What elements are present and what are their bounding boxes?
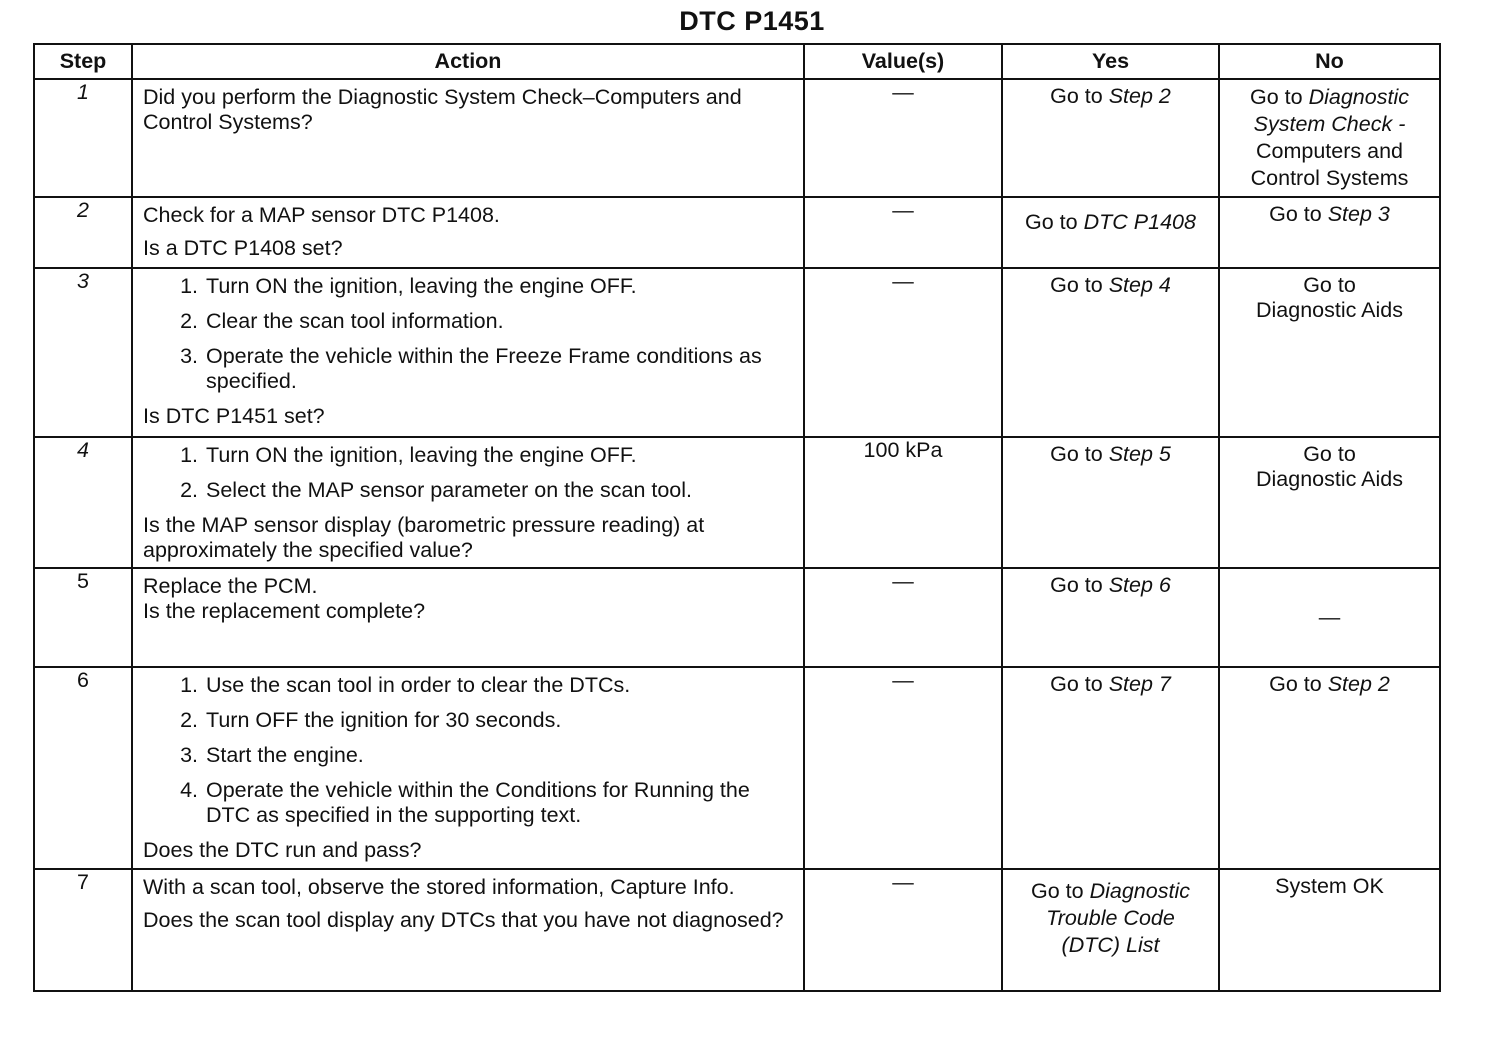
value-cell xyxy=(804,268,1002,437)
action-item: 2. Turn OFF the ignition for 30 seconds. xyxy=(180,708,562,732)
yes-cell xyxy=(1002,197,1219,268)
action-cell xyxy=(132,437,804,568)
yes-link: Go to Step 2 xyxy=(1050,84,1171,108)
value-text: — xyxy=(892,870,914,894)
yes-cell xyxy=(1002,568,1219,667)
header-values: Value(s) xyxy=(804,44,1002,79)
no-cell xyxy=(1219,197,1440,268)
table-row xyxy=(34,437,1440,568)
no-cell xyxy=(1219,437,1440,568)
action-question: Is the replacement complete? xyxy=(143,599,426,623)
action-cell xyxy=(132,667,804,869)
action-text: Did you perform the Diagnostic System Check–Computers and Control Systems? xyxy=(143,85,742,134)
yes-link: Go to Step 5 xyxy=(1050,442,1171,466)
table-row xyxy=(34,568,1440,667)
action-text: Replace the PCM. xyxy=(143,574,318,598)
action-cell xyxy=(132,79,804,197)
yes-link: Go to Step 7 xyxy=(1050,672,1171,696)
no-cell xyxy=(1219,79,1440,197)
action-cell xyxy=(132,268,804,437)
diagnostic-table xyxy=(33,43,1441,992)
no-link: Go to Step 2 xyxy=(1269,672,1390,696)
value-text: — xyxy=(892,569,914,593)
page-title: DTC P1451 xyxy=(679,6,825,36)
value-text: — xyxy=(892,668,914,692)
yes-link: Go to DTC P1408 xyxy=(1025,210,1196,234)
action-item: 1. Use the scan tool in order to clear the DTCs. xyxy=(180,673,631,697)
no-link: Go to Diagnostic Aids xyxy=(1256,273,1403,322)
action-item: 2. Clear the scan tool information. xyxy=(180,309,504,333)
action-question: Is DTC P1451 set? xyxy=(143,404,325,428)
no-link: Go to Diagnostic System Check - Computers and Control Systems xyxy=(1250,85,1409,190)
action-question: Does the scan tool display any DTCs that you have not diagnosed? xyxy=(143,908,784,932)
action-question: Does the DTC run and pass? xyxy=(143,838,422,862)
value-text: — xyxy=(892,198,914,222)
yes-cell xyxy=(1002,869,1219,991)
no-cell xyxy=(1219,869,1440,991)
yes-link: Go to Step 4 xyxy=(1050,273,1171,297)
yes-cell xyxy=(1002,79,1219,197)
value-cell xyxy=(804,79,1002,197)
action-item: 4. Operate the vehicle within the Conditions for Running the DTC as specified in the supporting text. xyxy=(180,778,750,827)
header-yes: Yes xyxy=(1002,44,1219,79)
no-text: System OK xyxy=(1275,874,1384,898)
yes-link: Go to Diagnostic Trouble Code (DTC) List xyxy=(1031,879,1190,957)
step-number: 6 xyxy=(34,667,132,869)
action-question: Is a DTC P1408 set? xyxy=(143,236,343,260)
value-text: — xyxy=(892,269,914,293)
no-link: Go to Step 3 xyxy=(1269,202,1390,226)
action-cell xyxy=(132,197,804,268)
value-text: — xyxy=(892,80,914,104)
action-text: Check for a MAP sensor DTC P1408. xyxy=(143,203,500,227)
value-text: 100 kPa xyxy=(863,438,943,462)
table-row xyxy=(34,197,1440,268)
header-row xyxy=(34,44,1440,79)
table-row xyxy=(34,667,1440,869)
no-cell xyxy=(1219,667,1440,869)
value-cell xyxy=(804,869,1002,991)
value-cell xyxy=(804,568,1002,667)
value-cell xyxy=(804,197,1002,268)
step-number: 2 xyxy=(34,197,132,268)
action-question: Is the MAP sensor display (barometric pressure reading) at approximately the specified value? xyxy=(143,513,705,562)
no-cell xyxy=(1219,268,1440,437)
header-step: Step xyxy=(34,44,132,79)
no-text: — xyxy=(1318,605,1341,629)
action-item: 3. Start the engine. xyxy=(180,743,364,767)
yes-cell xyxy=(1002,268,1219,437)
value-cell xyxy=(804,437,1002,568)
header-action: Action xyxy=(132,44,804,79)
step-number: 7 xyxy=(34,869,132,991)
action-item: 1. Turn ON the ignition, leaving the engine OFF. xyxy=(180,274,637,298)
table-row xyxy=(34,869,1440,991)
yes-link: Go to Step 6 xyxy=(1050,573,1171,597)
header-no: No xyxy=(1219,44,1440,79)
action-cell xyxy=(132,869,804,991)
no-link: Go to Diagnostic Aids xyxy=(1256,442,1403,491)
table-row xyxy=(34,79,1440,197)
action-item: 1. Turn ON the ignition, leaving the engine OFF. xyxy=(180,443,637,467)
value-cell xyxy=(804,667,1002,869)
table-row xyxy=(34,268,1440,437)
action-text: With a scan tool, observe the stored information, Capture Info. xyxy=(143,875,735,899)
yes-cell xyxy=(1002,667,1219,869)
no-cell xyxy=(1219,568,1440,667)
step-number: 5 xyxy=(34,568,132,667)
yes-cell xyxy=(1002,437,1219,568)
step-number: 3 xyxy=(34,268,132,437)
action-cell xyxy=(132,568,804,667)
step-number: 4 xyxy=(34,437,132,568)
step-number: 1 xyxy=(34,79,132,197)
action-item: 2. Select the MAP sensor parameter on the scan tool. xyxy=(180,478,693,502)
action-item: 3. Operate the vehicle within the Freeze Frame conditions as specified. xyxy=(180,344,762,393)
